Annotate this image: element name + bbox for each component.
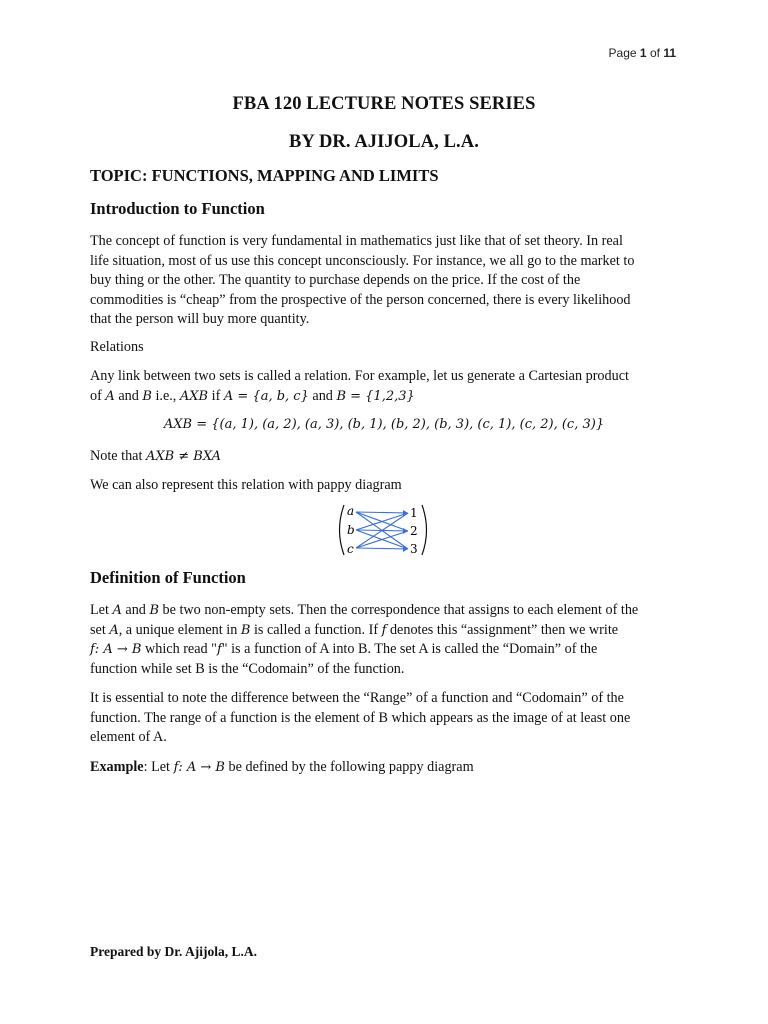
page-current: 1 [639, 46, 647, 60]
mapping-line-c-2 [356, 531, 408, 548]
pappy-sentence: We can also represent this relation with pappy diagram [90, 477, 402, 493]
note-prefix: Note that [90, 448, 146, 464]
page-total: 11 [663, 46, 676, 60]
example-label: Example [90, 759, 144, 775]
mapping-line-c-3 [356, 548, 408, 549]
intro-line: life situation, most of us use this concept unconsciously. For instance, we all go to the market to [90, 252, 635, 269]
right-element-3: 3 [410, 542, 418, 556]
intro-heading: Introduction to Function [90, 199, 265, 218]
relations-line: Any link between two sets is called a relation. For example, let us generate a Cartesian product [90, 368, 629, 384]
page-label: Page [608, 46, 637, 60]
example-line: Example: Let f: A → B be defined by the following pappy diagram [90, 759, 474, 775]
intro-line: that the person will buy more quantity. [90, 311, 310, 328]
intro-line: commodities is “cheap” from the prospective of the person concerned, there is every likelihood [90, 291, 631, 308]
footer-prepared-by: Prepared by Dr. Ajijola, L.A. [90, 944, 258, 959]
range-line: element of A. [90, 729, 167, 746]
range-paragraph [90, 689, 680, 748]
right-element-1: 1 [410, 506, 418, 520]
definition-line: function while set B is the “Codomain” of the function. [90, 660, 405, 677]
left-element-a: a [347, 504, 355, 518]
page-number [609, 46, 676, 60]
definition-line: set A, a unique element in B is called a function. If f denotes this “assignment” then we write [90, 621, 619, 638]
definition-line: Let A and B be two non-empty sets. Then the correspondence that assigns to each element of the [90, 602, 639, 618]
relations-paragraph [90, 367, 680, 406]
left-paren [340, 505, 345, 555]
right-paren [422, 505, 427, 555]
right-element-2: 2 [410, 524, 418, 538]
relations-line: of A and B i.e., AXB if A = {a, b, c} and B = {1,2,3} [90, 387, 415, 404]
left-element-b: b [347, 523, 355, 537]
range-line: function. The range of a function is the element of B which appears as the image of at least one [90, 709, 631, 726]
intro-line: buy thing or the other. The quantity to purchase depends on the price. If the cost of the [90, 272, 581, 289]
range-line: It is essential to note the difference between the “Range” of a function and “Codomain” of the [90, 690, 624, 706]
definition-heading: Definition of Function [90, 568, 246, 587]
intro-paragraph [90, 232, 680, 330]
left-element-c: c [347, 542, 354, 556]
intro-line: The concept of function is very fundamental in mathematics just like that of set theory. In real [90, 233, 623, 249]
pappy-diagram [334, 502, 434, 558]
document-author: BY DR. AJIJOLA, L.A. [289, 132, 479, 152]
definition-line: f: A → B which read "f" is a function of A into B. The set A is called the “Domain” of the [90, 641, 598, 658]
cartesian-product-equation: AXB = {(a, 1), (a, 2), (a, 3), (b, 1), (b, 2), (b, 3), (c, 1), (c, 2), (c, 3)} [163, 417, 605, 432]
relations-label: Relations [90, 339, 144, 355]
mapping-line-a-1 [356, 512, 408, 513]
definition-paragraph [90, 601, 680, 679]
note-equation: AXB ≠ BXA [145, 449, 222, 464]
topic-heading: TOPIC: FUNCTIONS, MAPPING AND LIMITS [90, 166, 439, 185]
mapping-line-b-1 [356, 513, 408, 530]
mapping-lines [356, 510, 408, 552]
page-of: of [649, 46, 660, 60]
document-title: FBA 120 LECTURE NOTES SERIES [232, 94, 536, 114]
arrowhead-2 [403, 528, 408, 534]
note-line [90, 447, 680, 467]
